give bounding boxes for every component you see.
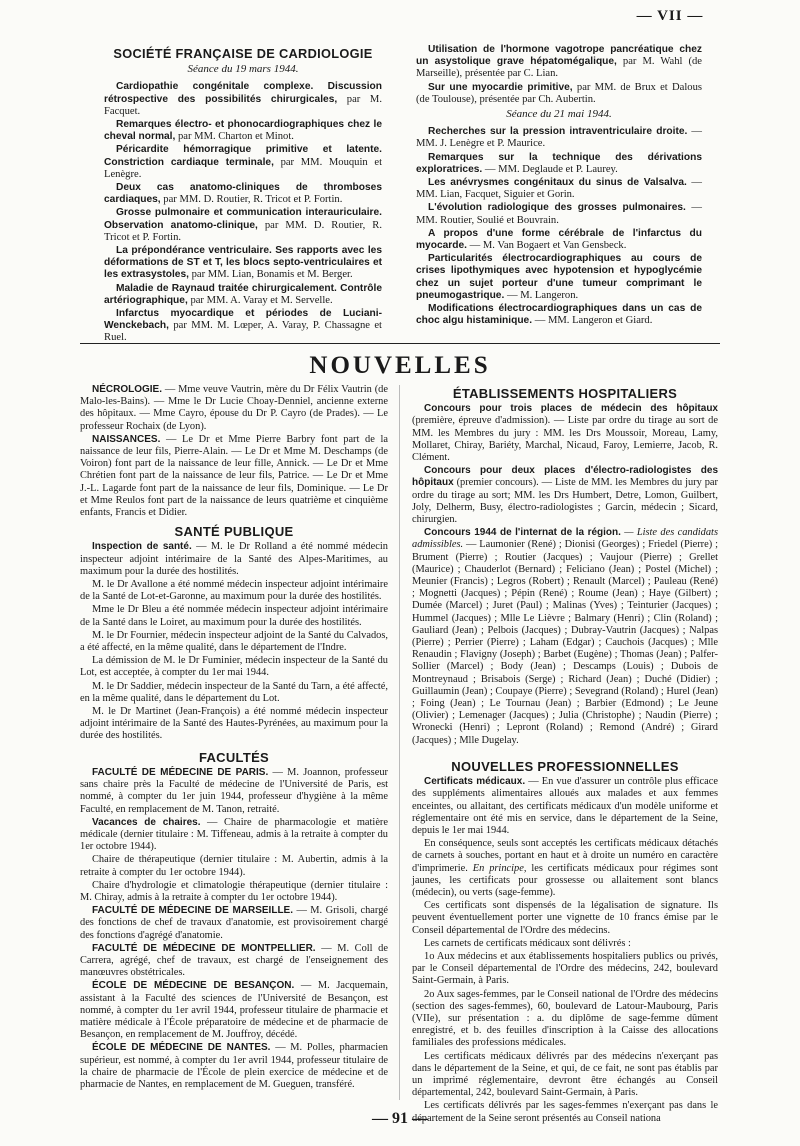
communication-authors: — MM. Routier, Soulié et Bouvrain.: [416, 202, 703, 226]
page-number: — 91 —: [372, 1110, 428, 1127]
sante-p6: M. le Dr Saddier, médecin inspecteur de la Santé du Tarn, a été affecté, en la même qualité, dans le département du Lot.: [80, 680, 388, 704]
communication-item: [416, 253, 702, 302]
communication-title: Cardiopathie congénitale complexe. Discussion rétrospective des possibilités chirurgicales,: [104, 81, 382, 105]
roman-folio: — VII —: [636, 8, 704, 24]
sante-p2: M. le Dr Avallone a été nommé médecin inspecteur adjoint intérimaire de la Santé de Lot-et-Garonne, au maximum pour la durée des hostilités.: [80, 579, 388, 603]
vacances-p2: Chaire de thérapeutique (dernier titulaire : M. Aubertin, admis à la retraite à compter du 1er octobre 1944).: [80, 854, 388, 878]
certificats-p5: 1o Aux médecins et aux établissements hospitaliers publics ou privés, par le Conseil départemental de l'Ordre des médecins, 242, boulevard Saint-Germain, à Paris.: [412, 950, 718, 987]
communication-title: Péricardite hémorragique primitive et latente. Constriction cardiaque terminale,: [104, 144, 382, 168]
naissances-lead: NAISSANCES.: [92, 433, 161, 445]
communication-item: [416, 202, 702, 226]
concours3-italic: — Liste des candidats admissibles.: [412, 527, 718, 551]
communication-title: Infarctus myocardique et périodes de Luciani-Wenckebach,: [104, 308, 382, 332]
communication-title: La prépondérance ventriculaire. Ses rapports avec les déformations de ST et T, les blocs septo-ventriculaires et les extrasystoles,: [104, 245, 382, 281]
fac-paris-text: — M. Joannon, professeur sans chaire près la Faculté de médecine de l'Université de Paris, est nommé, à compter du 1er juin 1944, professeur d'hygiène à la même Faculté, en remplacement de M. Tanon, retraité.: [80, 766, 388, 815]
concours2-text: (premier concours). — Liste de MM. les Membres du jury par ordre du tirage au sort; MM. les Drs Humbert, Detre, Lomon, Guilbert, Joly, Delherm, Busy, électro-radiologistes ; Garcin, médecin ; Sicard, chirurgien.: [412, 477, 718, 526]
seance-date: Séance du 19 mars 1944.: [187, 63, 299, 76]
communication-authors: par MM. Mouquin et Lenègre.: [104, 156, 383, 180]
communication-authors: par MM. D. Routier, R. Tricot et P. Fortin.: [104, 219, 382, 243]
concours3-text: — Laumonier (René) ; Dionisi (Georges) ; Friedel (Pierre) ; Brument (Pierre) ; Routier (Jacques) ; Vaujour (Pierre) ; Grellet (Maurice) ; Chauderlot (Bernard) ; Feliciano (Jean) ; Postel (Michel) ; Meunier (Francis) ; Legros (Robert) ; Renault (Marcel) ; Pauleau (René) ; Mognetti (Jacques) ; Pépin (René) ; Roume (Jean) ; Haye (Gilbert) ; Dumée (Marcel) ; Juret (Paul) ; Malinas (Yves) ; Teinturier (Jacques) ; Hummel (Jacques) ; Mlle Le Lièvre ; Balmary (Henri) ; Clin (Roland) ; Gauliard (Jean) ; Pelbois (Jacques) ; Dubray-Vautrin (Jacques) ; Nalpas (Pierre) ; Perrier (Pierre) ; Laham (Edgar) ; Cauchois (Jacques) ; Mlle Renaudin ; Flavigny (Joseph) ; Barbet (Eugène) ; Thomas (Jean) ; Palfer-Sollier (Marcel) ; Body (Jean) ; Descamps (Louis) ; Dubois de Montreynaud ; Brisabois (Serge) ; Richard (Jean) ; Duché (Didier) ; Guillaumin (Jean) ; Coupaye (Pierre) ; Sevegrand (Roland) ; Hurel (Jean) ; Foing (Jean) ; Le Tournau (Jean) ; Barbier (Edmond) ; Le Jeune (Olivier) ; Lemenager (Jacques) ; Julia (Christophe) ; Naudin (Pierre) ; Wronecki (Henri) ; Lepront (Roland) ; Remond (André) ; Girard (Jacques) ; Mlle Dugelay.: [412, 539, 718, 746]
communication-title: Grosse pulmonaire et communication interauriculaire. Observation anatomo-clinique,: [104, 207, 382, 231]
etablissements-title: ÉTABLISSEMENTS HOSPITALIERS: [452, 386, 678, 401]
news-right-column: [412, 384, 718, 1126]
communication-authors: par MM. Lian, Bonamis et M. Berger.: [191, 269, 353, 281]
communication-authors: par MM. Charton et Minot.: [178, 131, 294, 143]
facultes-title: FACULTÉS: [198, 749, 270, 765]
sante-p3: Mme le Dr Bleu a été nommée médecin inspecteur adjoint intérimaire de la Santé dans le Loiret, au maximum pour la durée des hostilités.: [80, 604, 388, 628]
communication-item: [104, 81, 382, 118]
communication-title: Les anévrysmes congénitaux du sinus de Valsalva.: [428, 177, 687, 189]
communication-authors: par MM. D. Routier, R. Tricot et P. Fortin.: [163, 194, 343, 206]
communication-item: [416, 177, 702, 201]
communication-item: [416, 44, 702, 81]
fac-marseille-text: — M. Grisoli, chargé des fonctions de chef de travaux d'anatomie, est provisoirement chargé des fonctions d'agrégé d'anatomie.: [80, 905, 388, 941]
communication-authors: — MM. J. Lenègre et P. Maurice.: [416, 126, 702, 150]
communication-authors: — MM. Langeron et Giard.: [534, 315, 653, 327]
sante-lead: Inspection de santé.: [92, 541, 192, 553]
communication-item: [104, 245, 382, 282]
communication-title: Deux cas anatomo-cliniques de thromboses cardiaques,: [104, 182, 382, 206]
communication-authors: par M. Facquet.: [104, 93, 382, 117]
concours2-lead: Concours pour deux places d'électro-radiologistes des hôpitaux: [412, 465, 718, 489]
communication-title: Modifications électrocardiographiques dans un cas de choc algu histaminique.: [416, 303, 702, 327]
communication-item: [104, 308, 382, 345]
communication-item: [416, 82, 702, 106]
necrologie-text: — Mme veuve Vautrin, mère du Dr Félix Vautrin (de Malo-les-Bains). — Mme le Dr Lucie Choay-Denniel, ancienne externe des hôpitaux. — Mme Cayro, épouse du Dr P. Cayro (de Prades). — Le professeur Rochaix (de Lyon).: [80, 384, 388, 432]
communication-item: [104, 144, 382, 181]
communication-item: [416, 303, 702, 327]
certificats-p6: 2o Aux sages-femmes, par le Conseil national de l'Ordre des médecins (section des sages-femmes), 60, boulevard de Latour-Maubourg, Paris (VIIe), sur présentation : a. du diplôme de sage-femme dûment enregistré, et b. des feuilles d'inscription à la Caisse des allocations familiales des professions médicales.: [412, 988, 718, 1049]
fac-montpellier-lead: FACULTÉ DE MÉDECINE DE MONTPELLIER.: [92, 942, 316, 954]
communication-item: [104, 207, 382, 244]
communication-item: [416, 152, 702, 176]
communication-authors: par MM. M. Lœper, A. Varay, P. Chassagne et Ruel.: [104, 320, 382, 344]
communication-authors: — MM. Deglaude et P. Laurey.: [484, 163, 618, 175]
ecole-besancon-text: — M. Jacquemain, assistant à la Faculté des sciences de l'Université de Besançon, est nommé, à compter du 1er avril 1944, professeur titulaire de pharmacie et matière médicale à l'École préparatoire de médecine et de pharmacie de Besançon, en remplacement de M. Jouffroy, décédé.: [80, 980, 388, 1041]
certificats-p1: — En vue d'assurer un contrôle plus efficace des suppléments alimentaires alloués aux malades et aux femmes enceintes, ou allaitant, des certificats médicaux d'un modèle uniforme et réglementaire ont été mis en service, dans le département de la Seine, depuis le 1er mai 1944.: [412, 776, 718, 836]
society-right-column: [416, 44, 702, 328]
ecole-nantes-lead: ÉCOLE DE MÉDECINE DE NANTES.: [92, 1042, 271, 1054]
communication-item: [104, 283, 382, 307]
communication-title: Particularités électrocardiographiques au cours de crises lipothymiques avec hypotension et hypoglycémie chez un sujet porteur d'une tumeur comprimant le pneumogastrique.: [416, 253, 702, 301]
certificats-p2i: En principe,: [472, 862, 527, 874]
certificats-lead: Certificats médicaux.: [424, 776, 526, 788]
fac-marseille-lead: FACULTÉ DE MÉDECINE DE MARSEILLE.: [92, 905, 294, 917]
certificats-p4: Les carnets de certificats médicaux sont délivrés :: [424, 937, 631, 949]
column-divider: [399, 385, 400, 1100]
ecole-besancon-lead: ÉCOLE DE MÉDECINE DE BESANÇON.: [92, 980, 295, 992]
communication-item: [104, 182, 382, 206]
concours1-text: (première, épreuve d'admission). — Liste par ordre du tirage au sort de MM. les Membres du jury : MM. les Drs Moussoir, Moreau, Lamy, Mollaret, Chiray, Bariéty, Marchal, Nicaud, Faroy, Lemierre, Jacob, R. Clément.: [412, 415, 718, 464]
sante-p5: La démission de M. le Dr Fuminier, médecin inspecteur de la Santé du Lot, est acceptée, à compter du 1er mai 1944.: [80, 655, 388, 679]
certificats-p8: Les certificats délivrés par les sages-femmes n'exerçant pas dans le département de la Seine seront présentés au Conseil nationa: [412, 1100, 718, 1124]
news-left-column: [80, 384, 388, 1092]
section-rule: [80, 343, 720, 344]
society-title: SOCIÉTÉ FRANÇAISE DE CARDIOLOGIE: [113, 46, 373, 61]
concours1-lead: Concours pour trois places de médecin des hôpitaux: [424, 403, 718, 415]
communication-title: Sur une myocardie primitive,: [428, 81, 573, 93]
communication-title: Remarques électro- et phonocardiographiques chez le cheval normal,: [104, 119, 382, 143]
sante-p1: — M. le Dr Rolland a été nommé médecin inspecteur adjoint intérimaire de la Santé des Alpes-Maritimes, au maximum pour la durée des hostilités.: [80, 541, 388, 577]
communication-authors: par M. Wahl (de Marseille), présentée par C. Lian.: [416, 56, 702, 80]
sante-p7: M. le Dr Martinet (Jean-François) a été nommé médecin inspecteur adjoint intérimaire de la Santé des Hautes-Pyrénées, au maximum pour la durée des hostilités.: [80, 706, 388, 742]
vacances-lead: Vacances de chaires.: [92, 816, 201, 828]
necrologie-lead: NÉCROLOGIE.: [92, 384, 163, 395]
vacances-text: — Chaire de pharmacologie et matière médicale (dernier titulaire : M. Tiffeneau, admis à la retraite à compter du 1er octobre 1944).: [80, 816, 388, 853]
communication-title: A propos d'une forme cérébrale de l'infarctus du myocarde.: [416, 227, 702, 252]
communication-item: [416, 228, 702, 252]
nouvelles-heading: NOUVELLES: [309, 352, 491, 379]
communication-item: [416, 126, 702, 150]
fac-montpellier-text: — M. Coll de Carrera, agrégé, chef de travaux, est chargé de l'enseignement des manœuvres obstétricales.: [80, 942, 388, 979]
communication-title: Maladie de Raynaud traitée chirurgicalement. Contrôle artériographique,: [104, 282, 382, 306]
fac-paris-lead: FACULTÉ DE MÉDECINE DE PARIS.: [92, 766, 269, 778]
seance-date-2: Séance du 21 mai 1944.: [506, 108, 612, 121]
communication-title: Utilisation de l'hormone vagotrope pancréatique chez un asystolique grave hépatomégalique,: [416, 44, 702, 68]
communication-authors: — MM. Lian, Facquet, Siguier et Gorin.: [416, 177, 702, 201]
certificats-p3: Ces certificats sont dispensés de la légalisation de signature. Ils peuvent éventuellement porter une vignette de 10 francs émise par le Conseil départemental de l'Ordre des médecins.: [412, 900, 718, 936]
naissances-text: — Le Dr et Mme Pierre Barbry font part de la naissance de leur fils, Pierre-Alain. — Le Dr et Mme M. Deschamps (de Voiron) font part de la naissance de leur fille, Annick. — Le Dr et Mme Chrétien font part de la naissance de leur fils, Patrice. — Le Dr et Mme J.-L. Lagarde font part de la naissance de leur fils, Dominique. — Le Dr et Mme Reulos font part de la naissance de leurs quatrième et cinquième enfants, Francis et Didier.: [80, 433, 388, 519]
communication-title: L'évolution radiologique des grosses pulmonaires.: [428, 202, 686, 214]
concours3-lead: Concours 1944 de l'internat de la région.: [424, 527, 621, 539]
certificats-p2b: les certificats médicaux pour régimes sont jaunes, les certificats pour grossesse ou allaitement sont blancs (médecin), ou verts (sage-femme).: [412, 862, 718, 898]
sante-p4: M. le Dr Fournier, médecin inspecteur adjoint de la Santé du Calvados, a été affecté, en la même qualité, dans le département de l'Indre.: [80, 629, 388, 654]
society-left-column: [104, 44, 382, 346]
communication-title: Recherches sur la pression intraventriculaire droite.: [428, 126, 688, 138]
communication-authors: — M. Van Bogaert et Van Gensbeck.: [469, 240, 627, 252]
sante-title: SANTÉ PUBLIQUE: [174, 524, 294, 540]
ecole-nantes-text: — M. Polles, pharmacien supérieur, est nommé, à compter du 1er avril 1944, professeur titulaire de la chaire de pharmacie de l'École de plein exercice de médecine et de pharmacie de Nantes, en remplacement de M. Gueguen, transféré.: [80, 1042, 388, 1090]
certificats-p7: Les certificats médicaux délivrés par des médecins n'exerçant pas dans le département de la Seine, et qui, de ce fait, ne sont pas établis par un imprimé réglementaire, devront être échangés au Conseil départemental, 242, boulevard Saint-Germain, à Paris.: [412, 1050, 718, 1099]
communication-authors: par MM. A. Varay et M. Servelle.: [190, 294, 333, 306]
communication-authors: par MM. de Brux et Dalous (de Toulouse), présentée par Ch. Aubertin.: [416, 81, 702, 105]
prof-title: NOUVELLES PROFESSIONNELLES: [451, 758, 679, 774]
communication-title: Remarques sur la technique des dérivations exploratrices.: [416, 151, 702, 175]
communication-authors: — M. Langeron.: [506, 289, 579, 301]
communication-item: [104, 119, 382, 143]
vacances-p3: Chaire d'hydrologie et climatologie thérapeutique (dernier titulaire : M. Chiray, admis à la retraite à compter du 1er octobre 1944).: [80, 879, 388, 903]
certificats-p2a: En conséquence, seuls sont acceptés les certificats médicaux détachés de carnets à souches, portant en haut et à droite un numéro en caractère d'imprimerie.: [412, 838, 718, 874]
